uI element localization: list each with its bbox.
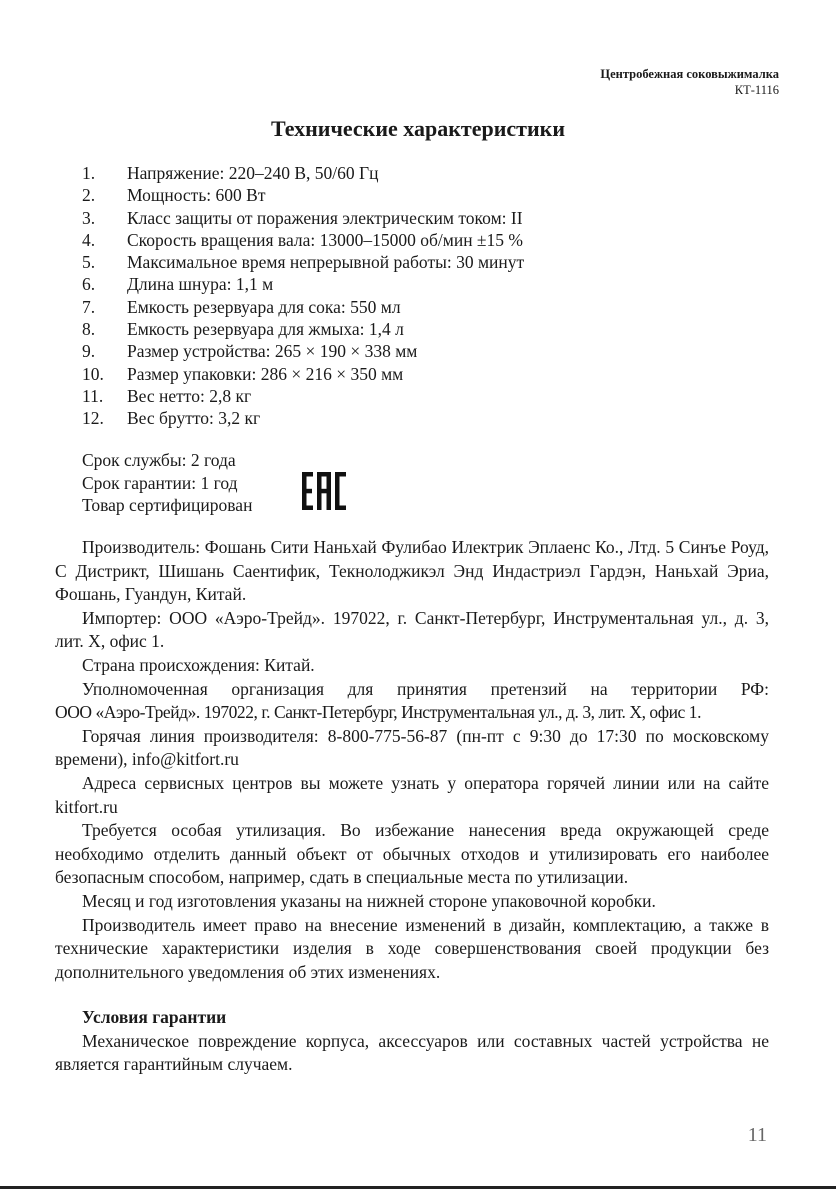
list-item [82, 251, 524, 273]
list-item-text: Длина шнура: 1,1 м [127, 274, 274, 295]
certified-text: Товар сертифицирован [82, 495, 253, 515]
service-centers-paragraph: Адреса сервисных центров вы можете узнать у оператора горячей линии или на сайте kitfort.ru [55, 772, 769, 817]
authorized-org-paragraph: Уполномоченная организация для принятия претензий на территории РФ: [82, 678, 769, 699]
model-number: КТ-1116 [734, 83, 779, 97]
list-item-text: Вес нетто: 2,8 кг [127, 385, 252, 406]
list-item-text: Скорость вращения вала: 13000–15000 об/мин ±15 % [127, 229, 523, 250]
list-item-text: Мощность: 600 Вт [127, 185, 266, 206]
list-item-text: Размер устройства: 265 × 190 × 338 мм [127, 341, 418, 362]
list-item-number: 8. [82, 319, 96, 340]
list-item [82, 229, 524, 251]
eac-certification-icon [302, 472, 346, 510]
list-item [82, 385, 524, 407]
list-item-number: 12. [82, 408, 104, 429]
list-item [82, 318, 524, 340]
list-item [82, 340, 524, 362]
list-item [82, 162, 524, 184]
list-item [82, 407, 524, 429]
list-item [82, 296, 524, 318]
authorized-org-address: ООО «Аэро-Трейд». 197022, г. Санкт-Петербург, Инструментальная ул., д. 3, лит. Х, офис 1. [55, 702, 702, 723]
list-item-number: 9. [82, 341, 96, 362]
changes-paragraph: Производитель имеет право на внесение изменений в дизайн, комплектацию, а также в технические характеристики изделия в ходе совершенствования своей продукции без дополнительного уведомления об этих изменениях. [55, 914, 769, 982]
production-date-paragraph: Месяц и год изготовления указаны на нижней стороне упаковочной коробки. [82, 890, 656, 911]
list-item-number: 6. [82, 274, 96, 295]
list-item-text: Напряжение: 220–240 В, 50/60 Гц [127, 163, 379, 183]
list-item [82, 184, 524, 206]
running-header [600, 66, 779, 98]
list-item-text: Вес брутто: 3,2 кг [127, 408, 261, 429]
warranty-term-text: Срок гарантии: 1 год [82, 472, 238, 493]
page-number: 11 [747, 1124, 767, 1146]
legal-info [55, 536, 769, 1077]
importer-paragraph: Импортер: ООО «Аэро-Трейд». 197022, г. Санкт-Петербург, Инструментальная ул., д. 3, лит. Х, офис 1. [55, 607, 769, 652]
page-title: Технические характеристики [270, 116, 566, 141]
warranty-heading: Условия гарантии [82, 1007, 227, 1028]
list-item-text: Размер упаковки: 286 × 216 × 350 мм [127, 363, 404, 384]
list-item [82, 363, 524, 385]
list-item-text: Класс защиты от поражения электрическим током: II [127, 207, 523, 228]
list-item [82, 207, 524, 229]
list-item [82, 273, 524, 295]
manufacturer-paragraph: Производитель: Фошань Сити Наньхай Фулибао Илектрик Эплаенс Ко., Лтд. 5 Синъе Роуд, С Дистрикт, Шишань Саентифик, Текнолоджикэл Энд Индастриэл Гардэн, Наньхай Эриа, Фошань, Гуандун, Китай. [55, 537, 769, 605]
list-item-number: 3. [82, 207, 96, 228]
list-item-number: 7. [82, 296, 96, 317]
origin-paragraph: Страна происхождения: Китай. [82, 654, 315, 675]
disposal-paragraph: Требуется особая утилизация. Во избежание нанесения вреда окружающей среде необходимо отделить данный объект от обычных отходов и утилизировать его наиболее безопасным способом, например, сдать в специальные места по утилизации. [55, 820, 769, 888]
list-item-number: 11. [82, 385, 104, 406]
service-info [82, 449, 252, 517]
warranty-paragraph: Механическое повреждение корпуса, аксессуаров или составных частей устройства не является гарантийным случаем. [55, 1030, 769, 1075]
hotline-paragraph: Горячая линия производителя: 8-800-775-56-87 (пн-пт с 9:30 до 17:30 по московскому времени), info@kitfort.ru [55, 725, 769, 770]
list-item-number: 1. [82, 163, 96, 183]
list-item-text: Емкость резервуара для сока: 550 мл [127, 296, 401, 317]
list-item-number: 2. [82, 185, 96, 206]
product-name: Центробежная соковыжималка [600, 67, 779, 81]
list-item-number: 4. [82, 229, 96, 250]
service-life-text: Срок службы: 2 года [82, 450, 236, 470]
list-item-number: 5. [82, 252, 96, 273]
list-item-text: Емкость резервуара для жмыха: 1,4 л [127, 319, 404, 340]
list-item-number: 10. [82, 363, 104, 384]
list-item-text: Максимальное время непрерывной работы: 30 минут [127, 252, 525, 273]
specs-list [82, 162, 524, 430]
